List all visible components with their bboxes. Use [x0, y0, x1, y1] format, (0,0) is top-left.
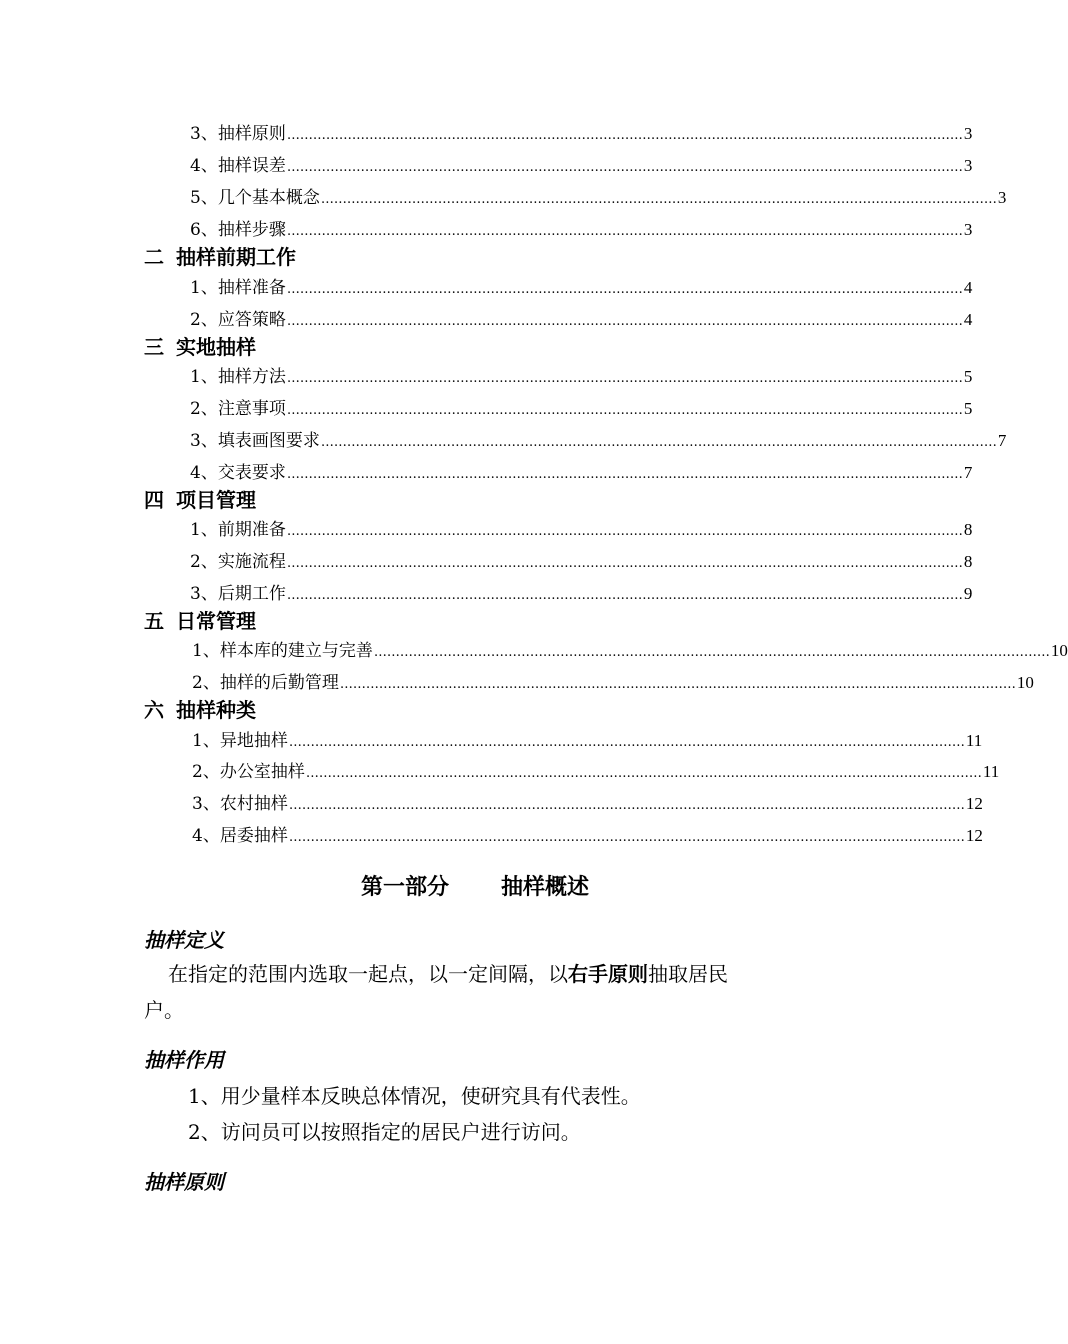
toc-leader-dots: ………………………………………………………………………………………………………………………………………… [286, 314, 963, 329]
toc-entry-title: 异地抽样 [219, 731, 288, 751]
toc-entry-number: 4、 [190, 156, 218, 176]
toc-section-title: 抽样种类 [176, 698, 256, 722]
toc-entry[interactable] [190, 550, 973, 574]
part-label: 第一部分 [360, 875, 449, 900]
toc-leader-dots: ………………………………………………………………………………………………………………………………………… [286, 224, 963, 239]
toc-entry-number: 3、 [190, 584, 218, 604]
toc-entry-title: 抽样原则 [217, 124, 286, 144]
toc-entry-number: 2、 [190, 552, 218, 572]
toc-section-number: 五 [144, 609, 164, 633]
definition-paragraph-line2: 户。 [144, 998, 184, 1022]
toc-section-heading[interactable] [144, 697, 256, 723]
toc-entry[interactable] [190, 276, 973, 300]
definition-text-before: 在指定的范围内选取一起点，以一定间隔，以 [168, 962, 568, 986]
toc-entry-page: 7 [997, 431, 1007, 450]
toc-entry[interactable] [192, 639, 1068, 663]
toc-entry-title: 几个基本概念 [217, 188, 320, 208]
toc-entry-page: 10 [1016, 673, 1034, 692]
toc-leader-dots: ………………………………………………………………………………………………………………………………………… [288, 798, 965, 813]
toc-entry[interactable] [190, 122, 973, 146]
section-heading-purpose: 抽样作用 [144, 1048, 224, 1072]
toc-section-number: 四 [144, 488, 164, 512]
toc-entry-number: 1、 [190, 278, 218, 298]
toc-entry-number: 2、 [192, 673, 220, 693]
toc-entry-title: 办公室抽样 [219, 762, 305, 782]
purpose-item: 2、访问员可以按照指定的居民户进行访问。 [188, 1120, 581, 1144]
toc-entry[interactable] [190, 429, 1007, 453]
definition-text-after: 抽取居民 [648, 962, 728, 986]
toc-entry[interactable] [192, 671, 1034, 695]
toc-leader-dots: ………………………………………………………………………………………………………………………………………… [305, 766, 982, 781]
toc-leader-dots: ………………………………………………………………………………………………………………………………………… [286, 524, 963, 539]
toc-entry[interactable] [190, 218, 973, 242]
toc-entry-page: 5 [963, 367, 973, 386]
toc-entry-page: 3 [997, 188, 1007, 207]
toc-entry-title: 抽样准备 [217, 278, 286, 298]
toc-entry-number: 4、 [190, 463, 218, 483]
toc-section-title: 实地抽样 [176, 335, 256, 359]
toc-entry-number: 5、 [190, 188, 218, 208]
toc-leader-dots: ………………………………………………………………………………………………………………………………………… [286, 556, 963, 571]
toc-entry-title: 样本库的建立与完善 [219, 641, 373, 661]
toc-entry-title: 填表画图要求 [217, 431, 320, 451]
toc-section-heading[interactable] [144, 244, 296, 270]
toc-entry-page: 10 [1050, 641, 1068, 660]
toc-entry[interactable] [190, 397, 973, 421]
toc-section-number: 二 [144, 245, 164, 269]
toc-entry-page: 4 [963, 310, 973, 329]
toc-entry-page: 12 [965, 826, 983, 845]
toc-section-title: 抽样前期工作 [176, 245, 296, 269]
toc-entry-title: 前期准备 [217, 520, 286, 540]
toc-section-heading[interactable] [144, 334, 256, 360]
toc-entry-page: 12 [965, 794, 983, 813]
toc-leader-dots: ………………………………………………………………………………………………………………………………………… [288, 830, 965, 845]
toc-leader-dots: ………………………………………………………………………………………………………………………………………… [288, 735, 965, 750]
toc-entry-number: 4、 [192, 826, 220, 846]
toc-entry-page: 3 [963, 156, 973, 175]
toc-entry-number: 6、 [190, 220, 218, 240]
toc-entry-title: 注意事项 [217, 399, 286, 419]
toc-entry-page: 3 [963, 124, 973, 143]
toc-entry-page: 11 [965, 731, 983, 750]
section-heading-principle: 抽样原则 [144, 1170, 224, 1194]
part-heading: 抽样概述 [501, 875, 590, 900]
toc-entry-page: 11 [982, 762, 1000, 781]
section-heading-definition: 抽样定义 [144, 928, 224, 952]
toc-entry-number: 3、 [190, 124, 218, 144]
toc-section-number: 六 [144, 698, 164, 722]
toc-leader-dots: ………………………………………………………………………………………………………………………………………… [339, 677, 1016, 692]
toc-section-heading[interactable] [144, 487, 256, 513]
toc-leader-dots: ………………………………………………………………………………………………………………………………………… [286, 160, 963, 175]
toc-entry-number: 3、 [192, 794, 220, 814]
toc-entry-number: 2、 [190, 399, 218, 419]
toc-entry[interactable] [192, 729, 983, 753]
toc-entry[interactable] [192, 792, 983, 816]
toc-leader-dots: ………………………………………………………………………………………………………………………………………… [286, 128, 963, 143]
toc-entry-page: 5 [963, 399, 973, 418]
toc-leader-dots: ………………………………………………………………………………………………………………………………………… [286, 282, 963, 297]
toc-entry-title: 抽样方法 [217, 367, 286, 387]
toc-entry-title: 抽样误差 [217, 156, 286, 176]
toc-entry-page: 7 [963, 463, 973, 482]
toc-entry[interactable] [190, 154, 973, 178]
toc-section-number: 三 [144, 335, 164, 359]
purpose-item: 1、用少量样本反映总体情况，使研究具有代表性。 [188, 1084, 641, 1108]
toc-entry-title: 实施流程 [217, 552, 286, 572]
toc-leader-dots: ………………………………………………………………………………………………………………………………………… [286, 371, 963, 386]
toc-entry[interactable] [190, 582, 973, 606]
toc-leader-dots: ………………………………………………………………………………………………………………………………………… [286, 403, 963, 418]
toc-entry-title: 应答策略 [217, 310, 286, 330]
toc-leader-dots: ………………………………………………………………………………………………………………………………………… [320, 192, 997, 207]
toc-entry-page: 3 [963, 220, 973, 239]
toc-entry-title: 后期工作 [217, 584, 286, 604]
toc-entry-number: 3、 [190, 431, 218, 451]
toc-entry[interactable] [190, 308, 973, 332]
toc-entry-number: 1、 [192, 641, 220, 661]
toc-section-title: 项目管理 [176, 488, 256, 512]
toc-entry-number: 1、 [190, 367, 218, 387]
toc-entry[interactable] [190, 365, 973, 389]
toc-entry-title: 居委抽样 [219, 826, 288, 846]
toc-leader-dots: ………………………………………………………………………………………………………………………………………… [286, 588, 963, 603]
toc-section-heading[interactable] [144, 608, 256, 634]
toc-entry-page: 4 [963, 278, 973, 297]
toc-entry[interactable] [190, 186, 1007, 210]
part-title [0, 873, 950, 903]
toc-entry-page: 8 [963, 520, 973, 539]
toc-entry[interactable] [190, 518, 973, 542]
toc-entry-page: 9 [963, 584, 973, 603]
toc-entry-number: 2、 [190, 310, 218, 330]
toc-entry-title: 抽样步骤 [217, 220, 286, 240]
definition-paragraph [168, 956, 818, 992]
toc-entry-number: 2、 [192, 762, 220, 782]
toc-entry-title: 农村抽样 [219, 794, 288, 814]
toc-entry-number: 1、 [192, 731, 220, 751]
toc-entry-number: 1、 [190, 520, 218, 540]
toc-entry[interactable] [192, 824, 983, 848]
toc-entry-page: 8 [963, 552, 973, 571]
toc-entry[interactable] [192, 760, 1000, 784]
toc-section-title: 日常管理 [176, 609, 256, 633]
toc-entry-title: 抽样的后勤管理 [219, 673, 339, 693]
toc-leader-dots: ………………………………………………………………………………………………………………………………………… [373, 645, 1050, 660]
toc-leader-dots: ………………………………………………………………………………………………………………………………………… [320, 435, 997, 450]
toc-leader-dots: ………………………………………………………………………………………………………………………………………… [286, 467, 963, 482]
definition-bold-term: 右手原则 [568, 962, 648, 986]
toc-entry[interactable] [190, 461, 973, 485]
toc-entry-title: 交表要求 [217, 463, 286, 483]
